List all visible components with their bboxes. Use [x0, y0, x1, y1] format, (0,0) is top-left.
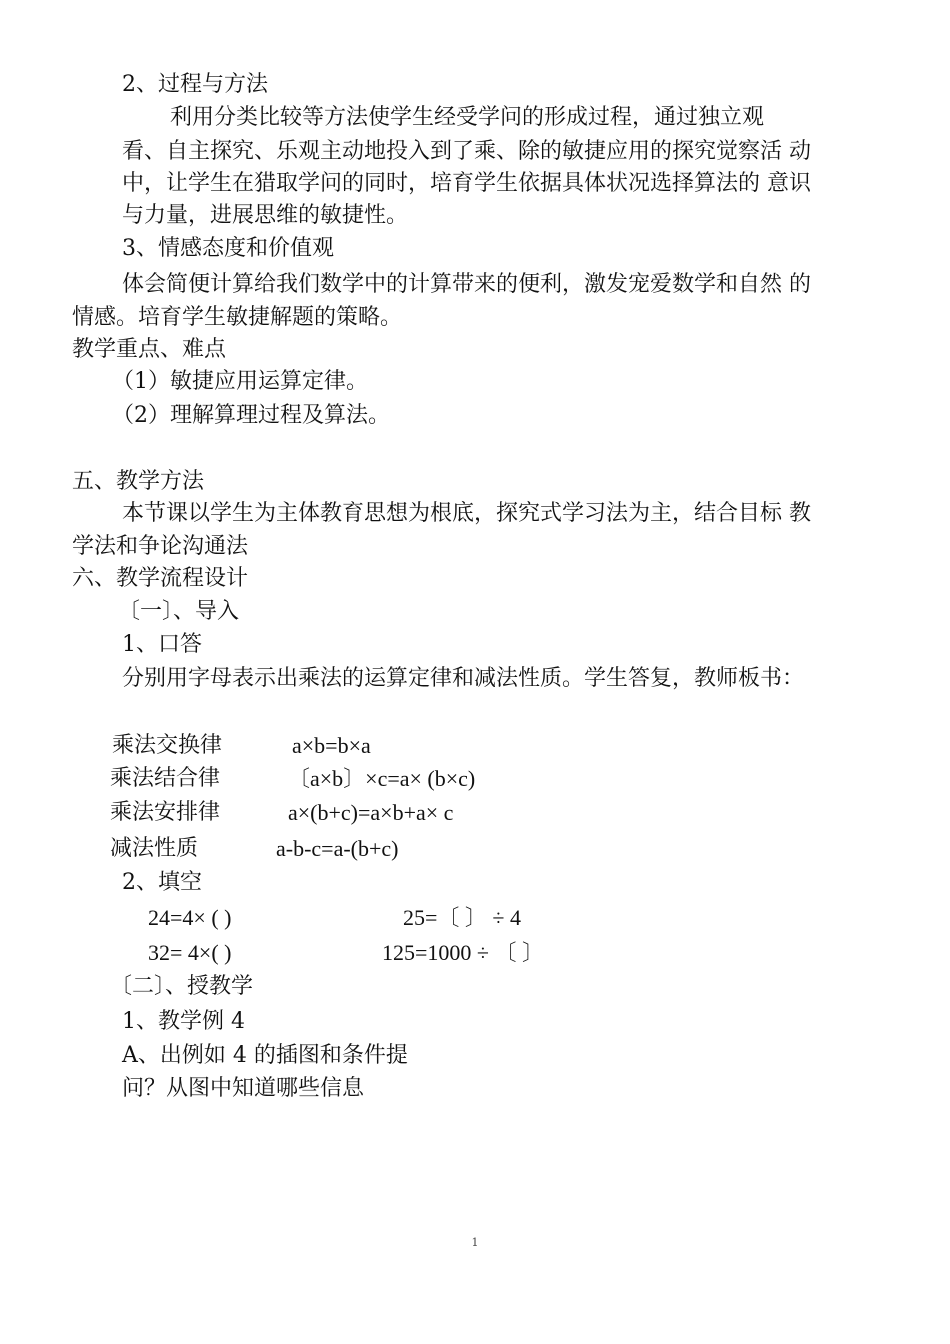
example-line: A、出例如 4 的插图和条件提 — [122, 1043, 408, 1068]
key-point-item: （2）理解算理过程及算法。 — [112, 403, 390, 428]
law-row — [0, 798, 950, 828]
flow-design-heading: 六、教学流程设计 — [72, 566, 249, 591]
oral-answer-text: 分别用字母表示出乘法的运算定律和减法性质。学生答复，教师板书： — [122, 666, 805, 691]
example-heading: 1、教学例 4 — [122, 1009, 245, 1034]
paragraph-line: 看、自主探究、乐观主动地投入到了乘、除的敏捷应用的探究觉察活 动 — [122, 139, 811, 164]
law-name: 减法性质 — [110, 836, 199, 861]
key-points-heading: 教学重点、难点 — [72, 337, 227, 362]
law-expression: a×b=b×a — [292, 733, 371, 758]
fill-item: 32= 4×( ) — [148, 940, 232, 965]
law-row — [0, 834, 950, 864]
intro-heading: 〔一〕、导入 — [118, 599, 240, 624]
fill-item: 125=1000 ÷ 〔 〕 — [382, 940, 544, 965]
paragraph-line: 本节课以学生为主体教育思想为根底，探究式学习法为主，结合目标 教 — [122, 501, 811, 526]
paragraph-line: 与力量，进展思维的敏捷性。 — [122, 203, 409, 228]
section-heading-attitude: 3、情感态度和价值观 — [122, 236, 334, 261]
teaching-method-heading: 五、教学方法 — [72, 469, 205, 494]
paragraph-line: 体会简便计算给我们数学中的计算带来的便利，激发宠爱数学和自然 的 — [122, 272, 811, 297]
key-point-item: （1）敏捷应用运算定律。 — [112, 369, 368, 394]
paragraph-line: 中，让学生在猎取学问的同时，培育学生依据具体状况选择算法的 意识 — [122, 171, 811, 196]
law-name: 乘法交换律 — [112, 733, 223, 758]
page-number: 1 — [471, 1236, 479, 1249]
law-expression: 〔a×b〕×c=a× (b×c) — [288, 766, 476, 791]
law-name: 乘法安排律 — [110, 800, 221, 825]
fill-blank-heading: 2、填空 — [122, 870, 202, 895]
fill-row — [0, 903, 950, 933]
law-row — [0, 731, 950, 761]
section-heading-process-method: 2、过程与方法 — [122, 72, 268, 97]
law-expression: a×(b+c)=a×b+a× c — [288, 800, 454, 825]
law-row — [0, 764, 950, 794]
paragraph-line: 利用分类比较等方法使学生经受学问的形成过程，通过独立观 — [170, 105, 765, 130]
example-line: 问？从图中知道哪些信息 — [122, 1076, 365, 1101]
paragraph-line: 情感。培育学生敏捷解题的策略。 — [72, 305, 403, 330]
law-name: 乘法结合律 — [110, 766, 221, 791]
paragraph-line: 学法和争论沟通法 — [72, 534, 249, 559]
fill-item: 25=〔 〕 ÷ 4 — [403, 905, 521, 930]
fill-row — [0, 938, 950, 968]
law-expression: a-b-c=a-(b+c) — [276, 836, 399, 861]
oral-answer-heading: 1、口答 — [122, 632, 202, 657]
teaching-heading: 〔二〕、授教学 — [110, 974, 254, 999]
fill-item: 24=4× ( ) — [148, 905, 232, 930]
